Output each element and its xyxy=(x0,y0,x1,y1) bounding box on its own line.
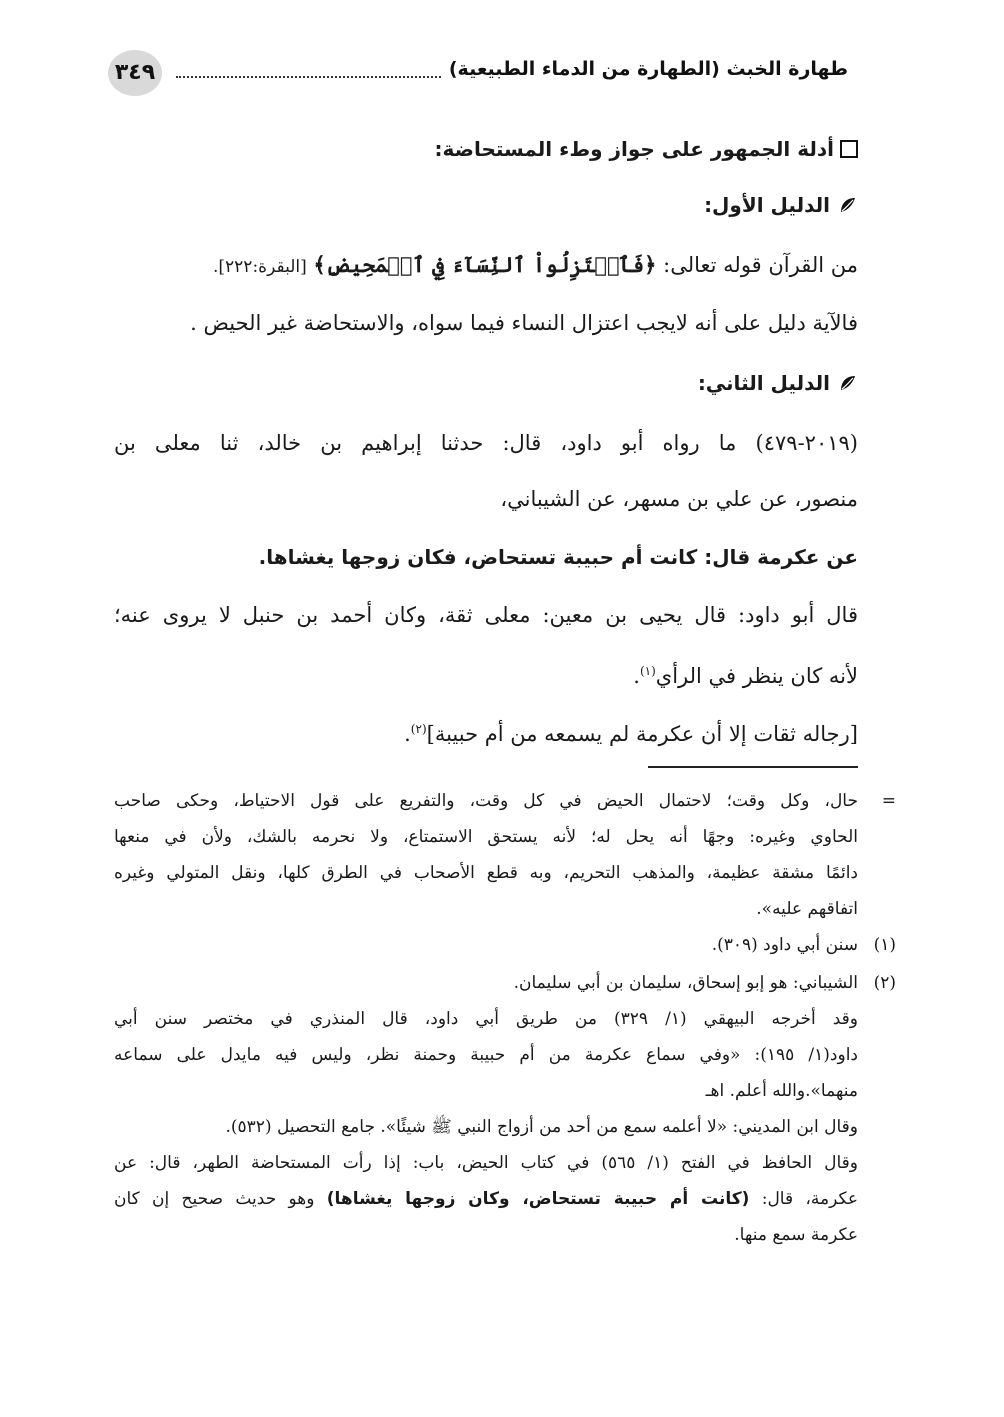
checkbox-square-icon xyxy=(840,140,858,158)
running-title xyxy=(443,58,848,80)
footnote-ref-1[interactable]: (١) xyxy=(639,664,656,678)
footnote-2-line6: وقال الحافظ في الفتح (١/ ٥٦٥) في كتاب الحيض، باب: إذا رأت المستحاضة الطهر، قال: عن xyxy=(114,1153,858,1173)
leaf-ornament-icon xyxy=(838,373,858,393)
footnote-continuation-marker: = xyxy=(881,791,896,811)
hadith-isnad-line2: منصور، عن علي بن مسهر، عن الشيباني، xyxy=(500,487,858,511)
footnote-continued-line1 xyxy=(114,788,896,815)
page-number: ٣٤٩ xyxy=(108,50,162,96)
footnote-2-line4: منهما».والله أعلم. اهـ xyxy=(705,1081,858,1101)
footnote-continued-line3: دائمًا مشقة عظيمة، والمذهب التحريم، وبه قطع الأصحاب في الطرق كلها، ونقل المتولي وغيره xyxy=(114,863,858,883)
running-title-text: طهارة الخبث (الطهارة من الدماء الطبيعية) xyxy=(443,58,848,80)
footnote-2-line7 xyxy=(114,1186,858,1213)
hadith-grading: [رجاله ثقات إلا أن عكرمة لم يسمعه من أم حبيبة]$^{(٢)}$. xyxy=(404,722,858,746)
evidence1-text: فالآية دليل على أنه لايجب اعتزال النساء فيما سواه، والاستحاضة غير الحيض . xyxy=(190,311,858,335)
quran-line xyxy=(213,250,858,282)
footnote-2-text7c: وهو حديث صحيح إن كان xyxy=(114,1189,327,1209)
footnote-2-line2: وقد أخرجه البيهقي (١/ ٣٢٩) من طريق أبي داود، قال المنذري في مختصر سنن أبي xyxy=(114,1009,858,1029)
evidence1-heading xyxy=(704,190,858,220)
footnote-ref-2[interactable]: (٢) xyxy=(410,722,427,736)
hadith-isnad-line1: (٢٠١٩-٤٧٩) ما رواه أبو داود، قال: حدثنا إبراهيم بن خالد، ثنا معلى بن xyxy=(114,431,858,455)
quran-intro: من القرآن قوله تعالى: xyxy=(656,253,858,277)
footnote-2-number: (٢) xyxy=(873,973,896,993)
evidence2-heading xyxy=(698,368,858,398)
quran-verse: ﴿فَٱعۡتَزِلُواْ ٱلنِّسَآءَ فِي ٱلۡمَحِيضِ﴾ xyxy=(313,252,657,277)
footnote-1-number: (١) xyxy=(873,935,896,955)
footnote-2-text1: الشيباني: هو إبو إسحاق، سليمان بن أبي سليمان. xyxy=(513,973,858,993)
footnote-2-line8: عكرمة سمع منها. xyxy=(734,1225,858,1245)
footnote-2-quoted-matn: (كانت أم حبيبة تستحاض، وكان زوجها يغشاها) xyxy=(326,1189,750,1209)
evidence2-heading-text: الدليل الثاني: xyxy=(697,371,830,395)
abu-dawud-line1: قال أبو داود: قال يحيى بن معين: معلى ثقة، وكان أحمد بن حنبل لا يروى عنه؛ xyxy=(114,603,858,627)
footnote-2-text7a: عكرمة، قال: xyxy=(749,1189,859,1209)
hadith-grading-text: [رجاله ثقات إلا أن عكرمة لم يسمعه من أم حبيبة] xyxy=(426,722,858,746)
abu-dawud-line2-text: لأنه كان ينظر في الرأي xyxy=(655,664,858,688)
quran-reference: [البقرة:٢٢٢]. xyxy=(213,257,307,277)
page-header xyxy=(108,50,848,98)
footnote-separator xyxy=(648,766,858,768)
hadith-matn: عن عكرمة قال: كانت أم حبيبة تستحاض، فكان زوجها يغشاها. xyxy=(258,545,858,569)
evidence1-heading-text: الدليل الأول: xyxy=(704,193,830,217)
footnote-continued-line4: اتفاقهم عليه». xyxy=(756,899,858,919)
footnote-2-line5: وقال ابن المديني: «لا أعلمه سمع من أحد من أزواج النبي ﷺ شيئًا». جامع التحصيل (٥٣٢). xyxy=(225,1117,858,1137)
footnote-1 xyxy=(114,932,896,959)
abu-dawud-line2: لأنه كان ينظر في الرأي$^{(١)}$. xyxy=(633,664,858,688)
footnote-continued-text1: حال، وكل وقت؛ لاحتمال الحيض في كل وقت، والتفريع على قول الاحتياط، وحكى صاحب xyxy=(114,791,858,811)
footnote-2-line1 xyxy=(114,970,896,997)
footnote-1-text: سنن أبي داود (٣٠٩). xyxy=(711,935,858,955)
leaf-ornament-icon xyxy=(838,195,858,215)
footnote-2-line3: داود(١/ ١٩٥): «وفي سماع عكرمة من أم حبيبة وحمنة نظر، وليس فيه مايدل على سماعه xyxy=(114,1045,858,1065)
footnote-continued-line2: الحاوي وغيره: وجهًا أنه يحل له؛ لأنه يستحق الاستمتاع، ولا نحرمه بالشك، ولأن في منعها xyxy=(114,827,858,847)
section-heading xyxy=(435,134,859,164)
section-heading-text: أدلة الجمهور على جواز وطء المستحاضة: xyxy=(434,137,834,161)
